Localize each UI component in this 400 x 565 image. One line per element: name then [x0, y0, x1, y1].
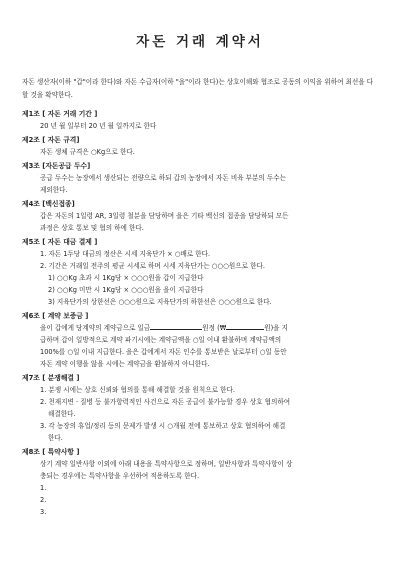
article-line: 3. 각 농장의 휴업/정리 등의 문제가 발생 시 ○개월 전에 통보하고 상호 협의하여 해결 [40, 422, 286, 430]
article-line: 1. 자돈 1두당 대금의 정산은 시세 지육단가 × ○배로 한다. [40, 250, 211, 258]
article-heading: 제2조 [ 자돈 규격] [22, 136, 80, 144]
line-text: 원정 (₩ [202, 324, 227, 332]
amount-number-blank [226, 322, 264, 330]
article-line: 제외한다. [40, 186, 68, 194]
article-2 [22, 134, 378, 158]
article-heading: 제8조 [ 특약사항 ] [22, 448, 80, 456]
article-line: 급하며 갑이 일방적으로 계약 파기시에는 계약금액을 ○일 이내 환불하며 계약금액의 [40, 336, 282, 344]
article-line: 20 년 월 일부터 20 년 월 일까지로 한다 [40, 122, 157, 130]
article-5 [22, 236, 378, 308]
article-line: 100%를 ○일 이내 지급한다. 을은 갑에게서 자돈 인수를 통보받은 날로부터 ○일 동안 [40, 348, 287, 356]
article-line: 1. 분쟁 시에는 상호 신뢰와 협의를 통해 해결할 것을 원칙으로 한다. [40, 386, 235, 394]
article-line: 과정은 상호 통보 및 협의 하에 한다. [40, 224, 144, 232]
article-line: 자돈 생체 규격은 ○Kg으로 한다. [40, 148, 135, 156]
article-line: 2. [40, 496, 47, 504]
article-line: 해결한다. [48, 410, 76, 418]
article-7 [22, 372, 378, 444]
article-heading: 제7조 [ 분쟁해결 ] [22, 374, 80, 382]
line-text: 원)을 지 [264, 324, 289, 332]
article-line: 2. 천재지변 · 질병 등 불가항력적인 사건으로 자돈 공급이 불가능할 경우 상호 협의하여 [40, 398, 291, 406]
article-line: 2. 기간은 거래일 전주의 평균 시세로 하며 시세 지육단가는 ○○○원으로 한다. [40, 262, 265, 270]
article-heading: 제3조 [자돈공급 두수] [22, 162, 91, 170]
article-heading: 제1조 [ 자돈 거래 기간 ] [22, 110, 98, 118]
article-3 [22, 160, 378, 196]
article-line: 상기 계약 일반사항 이외에 아래 내용을 특약사항으로 정하며, 일반사항과 특약사항이 상 [40, 460, 293, 468]
article-line: 2) ○○Kg 미만 시 1Kg당 × ○○○원을 을이 지급한다 [48, 286, 204, 294]
article-4 [22, 198, 378, 234]
article-line: 1. [40, 484, 47, 492]
article-1 [22, 108, 378, 132]
article-heading: 제4조 [백신접종] [22, 200, 75, 208]
article-line [22, 322, 378, 334]
article-line: 공급 두수는 농장에서 생산되는 전량으로 하되 갑의 농장에서 자돈 비육 부분의 두수는 [40, 174, 286, 182]
article-6 [22, 310, 378, 370]
article-line: 한다. [48, 434, 63, 442]
amount-blank [150, 322, 202, 330]
article-line: 3) 지육단가의 상한선은 ○○○원으로 지육단가의 하한선은 ○○○원으로 한다. [48, 298, 272, 306]
intro-paragraph: 자돈 생산자(이하 "갑"이라 한다)와 자돈 수급자(이하 "을"이라 한다)는 상호이해와 협조로 공동의 이익을 위하여 최선을 다 할 것을 확약한다. [22, 78, 374, 99]
document-title: 자돈 거래 계약서 [136, 34, 264, 50]
article-heading: 제6조 [ 계약 보증금 ] [22, 312, 89, 320]
article-line: 자돈 계약 이행을 않을 시에는 계약금을 환불하지 아니한다. [40, 360, 210, 368]
article-line: 3. [40, 508, 47, 516]
article-line: 갑은 자돈의 1일령 AR, 3일령 철분을 담당하며 을은 기타 백신의 접종을 담당하되 모든 [40, 212, 289, 220]
line-text: 을이 갑에게 당계약의 계약금으로 일금 [40, 324, 151, 332]
article-heading: 제5조 [ 자돈 대금 결제 ] [22, 238, 98, 246]
article-line: 충되는 경우에는 특약사항을 우선하여 적용하도록 한다. [40, 472, 200, 480]
article-line: 1) ○○Kg 초과 시 1Kg당 × ○○○원을 갑이 지급한다 [48, 274, 204, 282]
articles-list [22, 108, 378, 518]
article-8 [22, 446, 378, 518]
